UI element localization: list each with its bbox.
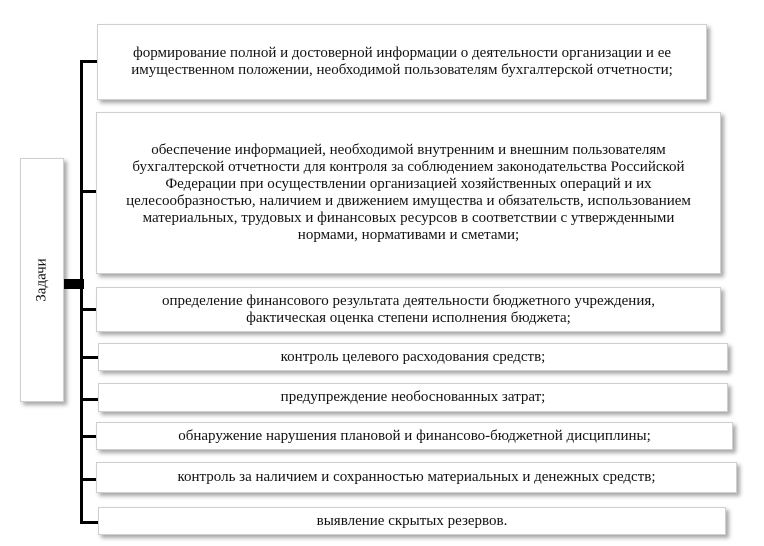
task-text-5: предупреждение необоснованных затрат; <box>280 389 546 405</box>
task-box-7 <box>96 462 737 493</box>
task-text-8: выявление скрытых резервов. <box>316 512 508 529</box>
task-box-3 <box>96 287 721 332</box>
branch-line-2 <box>80 190 96 193</box>
branch-line-1 <box>80 60 98 63</box>
spine-line <box>80 60 83 523</box>
branch-line-6 <box>80 435 96 438</box>
task-text-6: обнаружение нарушения плановой и финансово-бюджетной дисциплины; <box>178 427 651 444</box>
branch-line-8 <box>80 521 98 524</box>
task-box-4 <box>98 343 728 371</box>
branch-line-7 <box>80 478 96 481</box>
task-box-6 <box>96 422 733 450</box>
task-text-1: формирование полной и достоверной информации о деятельности организации и ее имущественном положении, необходимой пользователям бухгалтерской отчетности; <box>131 45 673 78</box>
task-box-8 <box>98 507 726 535</box>
root-node-label: Задачи <box>33 258 50 302</box>
root-node-box <box>20 158 64 402</box>
task-text-2: обеспечение информацией, необходимой внутренним и внешним пользователям бухгалтерской отчетности для контроля за соблюдением законодательства Российской Федерации при осуществлении организацией хозяйственных операций и их целесообразностью, наличием и движением имущества и обязательств, использованием материальных, трудовых и финансовых ресурсов в соответствии с утвержденными нормами, нормативами и сметами; <box>126 142 691 243</box>
task-text-4: контроль целевого расходования средств; <box>280 348 546 365</box>
branch-line-4 <box>80 356 98 359</box>
task-text-3: определение финансового результата деятельности бюджетного учреждения, фактическая оценка степени исполнения бюджета; <box>161 292 656 326</box>
task-box-5 <box>98 383 728 412</box>
task-text-7: контроль за наличием и сохранностью материальных и денежных средств; <box>177 469 656 485</box>
task-box-2 <box>96 112 721 274</box>
task-box-1 <box>97 24 707 100</box>
branch-line-5 <box>80 398 98 401</box>
branch-line-3 <box>80 308 96 311</box>
